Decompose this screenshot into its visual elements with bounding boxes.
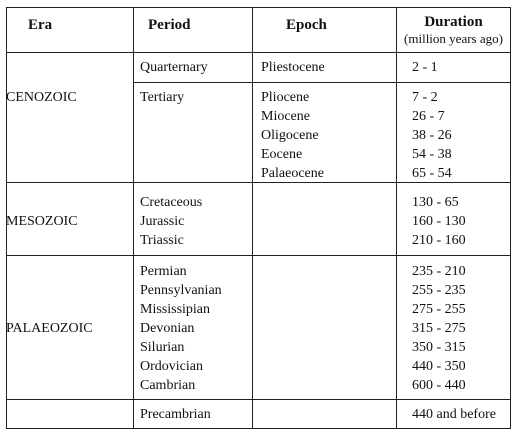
- epoch-pliestocene: Pliestocene: [261, 60, 325, 75]
- list-item: 210 - 160: [412, 233, 466, 248]
- list-item: Pennsylvanian: [140, 283, 222, 298]
- header-epoch: Epoch: [286, 17, 327, 33]
- list-item: Silurian: [140, 340, 185, 355]
- duration-quarternary: 2 - 1: [412, 60, 438, 75]
- header-duration-cell: [397, 14, 510, 46]
- header-era: Era: [28, 17, 53, 33]
- era-period-divider: [133, 7, 134, 428]
- list-item: Devonian: [140, 321, 195, 336]
- list-item: Palaeocene: [261, 166, 324, 181]
- list-item: 275 - 255: [412, 302, 466, 317]
- tertiary-epoch-list: [261, 88, 324, 183]
- epoch-duration-divider: [396, 7, 397, 428]
- mesozoic-duration-list: [412, 193, 466, 250]
- table-top-border: [6, 7, 511, 8]
- list-item: Mississipian: [140, 302, 211, 317]
- list-item: 38 - 26: [412, 128, 452, 143]
- era-palaeozoic: PALAEOZOIC: [6, 321, 93, 336]
- tertiary-duration-list: [412, 88, 452, 183]
- list-item: 255 - 235: [412, 283, 466, 298]
- list-item: Jurassic: [140, 214, 185, 229]
- list-item: 65 - 54: [412, 166, 452, 181]
- period-epoch-divider: [252, 7, 253, 428]
- header-duration: Duration: [424, 14, 483, 30]
- list-item: 315 - 275: [412, 321, 466, 336]
- list-item: 7 - 2: [412, 90, 438, 105]
- period-tertiary: Tertiary: [140, 90, 185, 105]
- list-item: Miocene: [261, 109, 310, 124]
- list-item: Oligocene: [261, 128, 319, 143]
- era-mesozoic: MESOZOIC: [6, 214, 78, 229]
- mesozoic-bottom-border: [6, 255, 511, 256]
- header-period: Period: [148, 17, 191, 33]
- table-bottom-border: [6, 428, 511, 429]
- period-precambrian: Precambrian: [140, 407, 211, 422]
- list-item: Ordovician: [140, 359, 203, 374]
- list-item: 440 - 350: [412, 359, 466, 374]
- list-item: Cretaceous: [140, 195, 203, 210]
- list-item: 350 - 315: [412, 340, 466, 355]
- list-item: Cambrian: [140, 378, 196, 393]
- mesozoic-period-list: [140, 193, 202, 250]
- quarternary-bottom-border: [133, 82, 511, 83]
- list-item: 235 - 210: [412, 264, 466, 279]
- duration-precambrian: 440 and before: [412, 407, 496, 422]
- table-right-border: [510, 7, 511, 428]
- header-bottom-border: [6, 52, 511, 53]
- list-item: 600 - 440: [412, 378, 466, 393]
- list-item: Permian: [140, 264, 187, 279]
- palaeozoic-bottom-border: [6, 399, 511, 400]
- list-item: Eocene: [261, 147, 303, 162]
- list-item: 130 - 65: [412, 195, 459, 210]
- palaeozoic-duration-list: [412, 262, 466, 395]
- palaeozoic-period-list: [140, 262, 222, 395]
- list-item: 26 - 7: [412, 109, 445, 124]
- era-cenozoic: CENOZOIC: [6, 90, 77, 105]
- list-item: Triassic: [140, 233, 184, 248]
- list-item: Pliocene: [261, 90, 310, 105]
- header-duration-unit: (million years ago): [404, 31, 503, 46]
- list-item: 160 - 130: [412, 214, 466, 229]
- list-item: 54 - 38: [412, 147, 452, 162]
- period-quarternary: Quarternary: [140, 60, 208, 75]
